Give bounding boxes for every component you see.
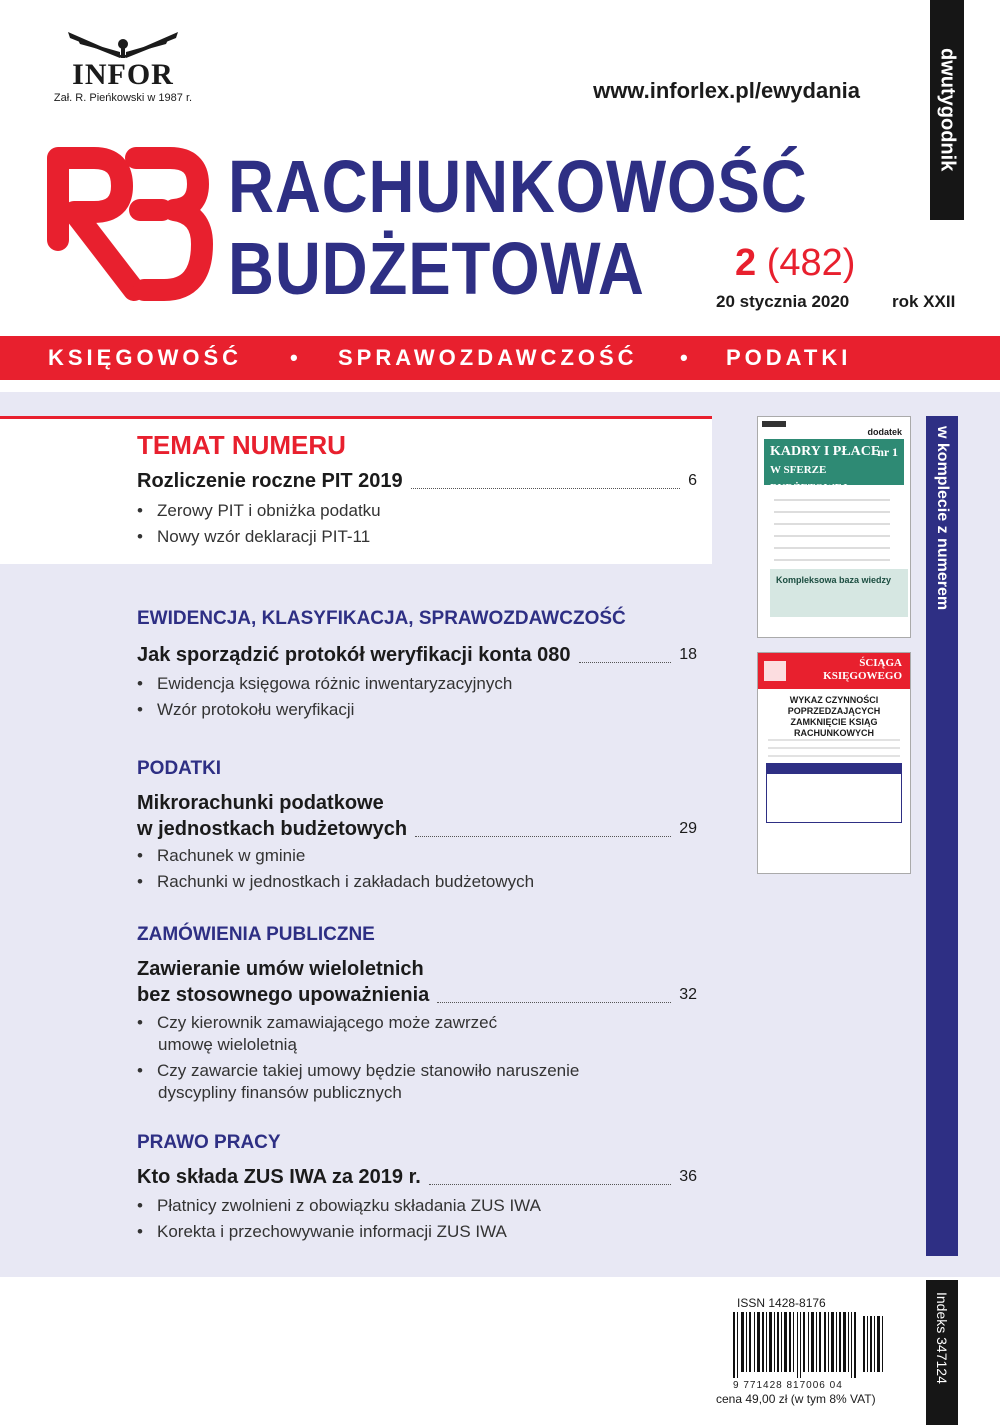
supplement-side-tag: w komplecie z numerem: [926, 416, 958, 1256]
table-header: [767, 764, 901, 774]
issue-total: (482): [766, 242, 856, 284]
rb-mini-logo-icon: [764, 661, 786, 681]
article-title-line-1: Mikrorachunki podatkowe: [137, 792, 384, 814]
list-item: • Nowy wzór deklaracji PIT-11: [137, 527, 371, 546]
toc-line: [774, 523, 890, 525]
article-prawo[interactable]: [137, 1164, 697, 1190]
bullet-list-prawo: [137, 1195, 697, 1243]
text-line: [768, 739, 900, 741]
toc-line: [774, 535, 890, 537]
section-heading-zamowienia: ZAMÓWIENIA PUBLICZNE: [137, 924, 375, 945]
list-item: • Czy kierownik zamawiającego może zawrzeć: [137, 1013, 498, 1032]
article-zamowienia[interactable]: [137, 956, 697, 1008]
index-number: Indeks 347124: [926, 1280, 958, 1425]
issue-year: rok XXII: [892, 292, 956, 311]
section-heading-temat: TEMAT NUMERU: [137, 430, 346, 460]
supplement-number: nr 1: [877, 445, 898, 459]
toc-line: [774, 511, 890, 513]
band-separator-1: •: [290, 345, 302, 370]
issn: ISSN 1428-8176: [737, 1296, 826, 1310]
toc-line: [774, 559, 890, 561]
title-line-1: RACHUNKOWOŚĆ: [228, 145, 808, 228]
publisher-name: INFOR: [72, 58, 174, 91]
text-line: [768, 747, 900, 749]
leader-dots: [415, 836, 671, 837]
list-item: • Ewidencja księgowa różnic inwentaryzacyjnych: [137, 674, 513, 693]
bullet-list-temat: [137, 500, 697, 548]
list-item-continuation: umowę wieloletnią: [158, 1035, 297, 1054]
leader-dots: [437, 1002, 671, 1003]
issue-number-value: 2: [735, 242, 757, 284]
supplement-cover-kadry[interactable]: [757, 416, 911, 638]
supplement-cover-sciaga[interactable]: [757, 652, 911, 874]
mini-logo-icon: [762, 421, 786, 427]
article-title-line-2: bez stosownego upoważnienia: [137, 984, 430, 1006]
frequency-tag: dwutygodnik: [930, 0, 964, 220]
band-item-2: SPRAWOZDAWCZOŚĆ: [338, 345, 638, 370]
supplement-title: KADRY I PŁACE W SFERZE BUDŻETOWEJ nr 1: [764, 439, 904, 485]
text-line: [768, 755, 900, 757]
infor-wings-icon: [48, 28, 198, 60]
article-title: Kto składa ZUS IWA za 2019 r.: [137, 1166, 421, 1188]
list-item-continuation: dyscypliny finansów publicznych: [158, 1083, 402, 1102]
list-item: • Rachunki w jednostkach i zakładach budżetowych: [137, 872, 535, 891]
band-item-3: PODATKI: [726, 345, 852, 370]
bullet-list-zamowienia: [137, 1012, 697, 1104]
leader-dots: [579, 662, 672, 663]
infor-logo: [48, 28, 198, 108]
article-title: Jak sporządzić protokół weryfikacji konta 080: [137, 644, 571, 666]
supplement-ad: Kompleksowa baza wiedzy: [770, 569, 908, 617]
section-heading-ewidencja: EWIDENCJA, KLASYFIKACJA, SPRAWOZDAWCZOŚĆ: [137, 608, 626, 629]
band-item-1: KSIĘGOWOŚĆ: [48, 345, 243, 370]
toc-line: [774, 499, 890, 501]
section-heading-prawo: PRAWO PRACY: [137, 1132, 281, 1153]
barcode-icon: [733, 1312, 885, 1378]
toc-line: [774, 547, 890, 549]
supplement-tag: dodatek: [867, 427, 902, 437]
barcode-digits: 9 771428 817006 04: [733, 1380, 843, 1391]
price: cena 49,00 zł (w tym 8% VAT): [716, 1392, 876, 1406]
leader-dots: [411, 488, 680, 489]
list-item: • Zerowy PIT i obniżka podatku: [137, 501, 381, 520]
publisher-founded: Zał. R. Pieńkowski w 1987 r.: [53, 92, 193, 104]
list-item: • Płatnicy zwolnieni z obowiązku składania ZUS IWA: [137, 1196, 541, 1215]
topics-band: [0, 336, 1000, 380]
issue-date: 20 stycznia 2020: [716, 292, 850, 311]
rb-logo-icon: [44, 140, 214, 310]
article-title: Rozliczenie roczne PIT 2019: [137, 470, 403, 492]
supplement-title: ŚCIĄGA KSIĘGOWEGO: [823, 657, 902, 682]
page-number: 36: [679, 1168, 697, 1185]
title-line-2: BUDŻETOWA: [228, 227, 645, 310]
supplement-table: [766, 763, 902, 823]
list-item: • Korekta i przechowywanie informacji ZUS IWA: [137, 1222, 507, 1241]
section-heading-podatki: PODATKI: [137, 758, 222, 779]
band-separator-2: •: [680, 345, 692, 370]
page-number: 32: [679, 986, 697, 1003]
supplement-heading: WYKAZ CZYNNOŚCI POPRZEDZAJĄCYCH ZAMKNIĘCIE KSIĄG RACHUNKOWYCH: [787, 695, 881, 738]
article-ewidencja[interactable]: [137, 642, 697, 668]
list-item: • Rachunek w gminie: [137, 846, 306, 865]
supplement-header: [758, 653, 910, 689]
page-number: 18: [679, 646, 697, 663]
article-temat[interactable]: [137, 468, 697, 494]
leader-dots: [429, 1184, 671, 1185]
article-title-line-1: Zawieranie umów wieloletnich: [137, 958, 424, 980]
article-title-line-2: w jednostkach budżetowych: [137, 818, 408, 840]
bullet-list-podatki: [137, 845, 697, 893]
website-link[interactable]: www.inforlex.pl/ewydania: [593, 78, 860, 103]
bullet-list-ewidencja: [137, 673, 697, 721]
page-number: 29: [679, 820, 697, 837]
page-number: 6: [688, 472, 697, 489]
list-item: • Wzór protokołu weryfikacji: [137, 700, 355, 719]
article-podatki[interactable]: [137, 790, 697, 842]
issue-number: [735, 242, 855, 285]
list-item: • Czy zawarcie takiej umowy będzie stanowiło naruszenie: [137, 1061, 580, 1080]
